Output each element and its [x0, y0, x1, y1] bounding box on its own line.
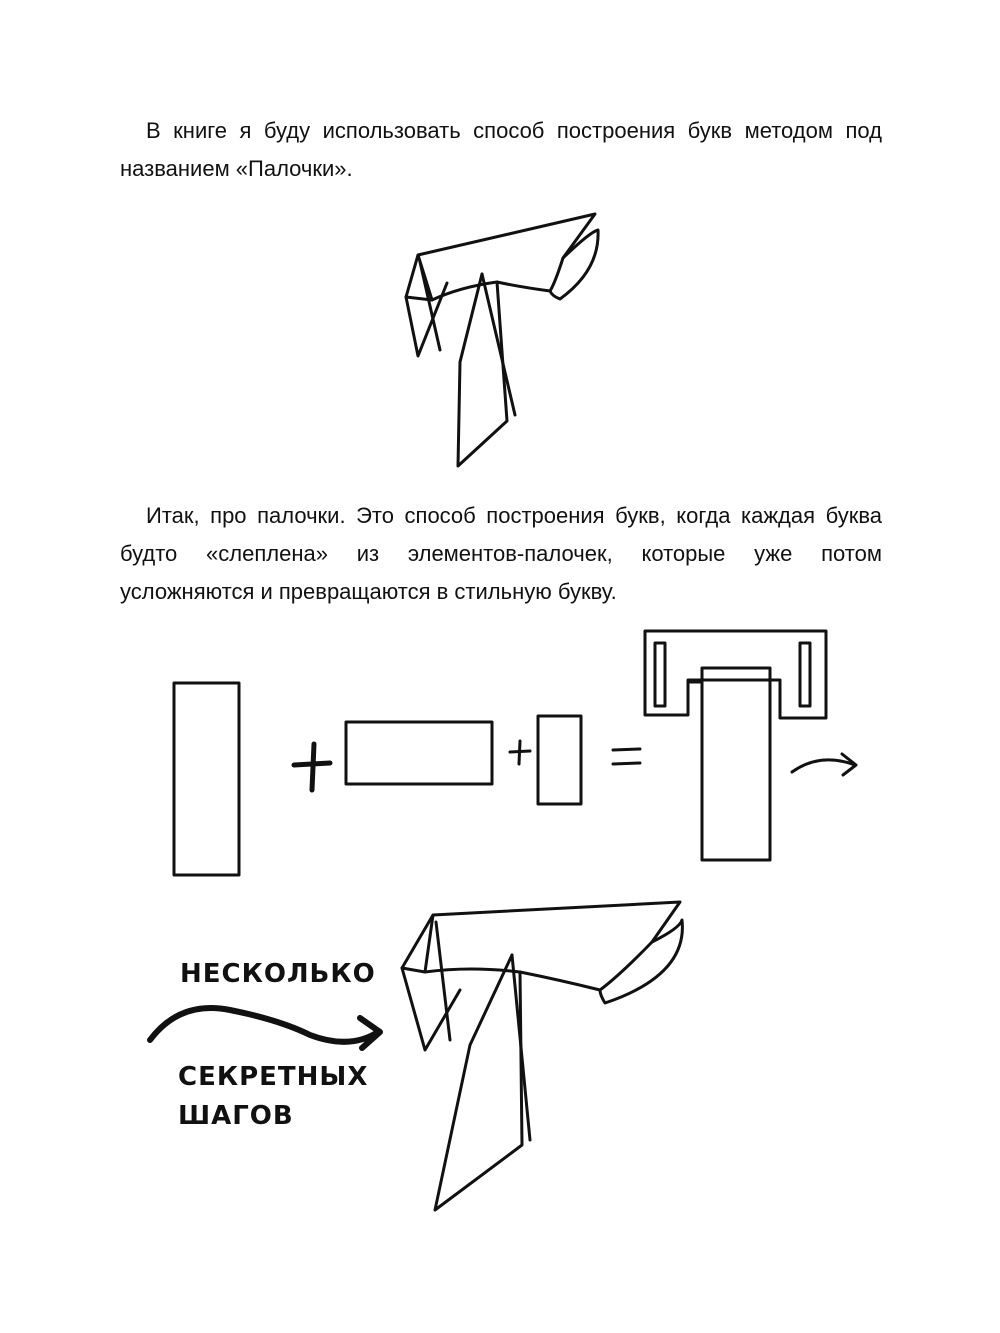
wavy-arrow-icon — [150, 1008, 380, 1048]
caption-line-3: ШАГОВ — [178, 1101, 294, 1131]
caption-line-1: НЕСКОЛЬКО — [180, 959, 376, 989]
sticks-paragraph: Итак, про палочки. Это способ построения букв, когда каждая буква будто «слеплена» из элементов-палочек, которые уже потом усложняются и превращаются в стильную букву. — [120, 503, 882, 604]
caption-line-2: СЕКРЕТНЫХ — [178, 1062, 369, 1092]
intro-paragraph: В книге я буду использовать способ построения букв методом под названием «Палочки». — [120, 118, 882, 181]
